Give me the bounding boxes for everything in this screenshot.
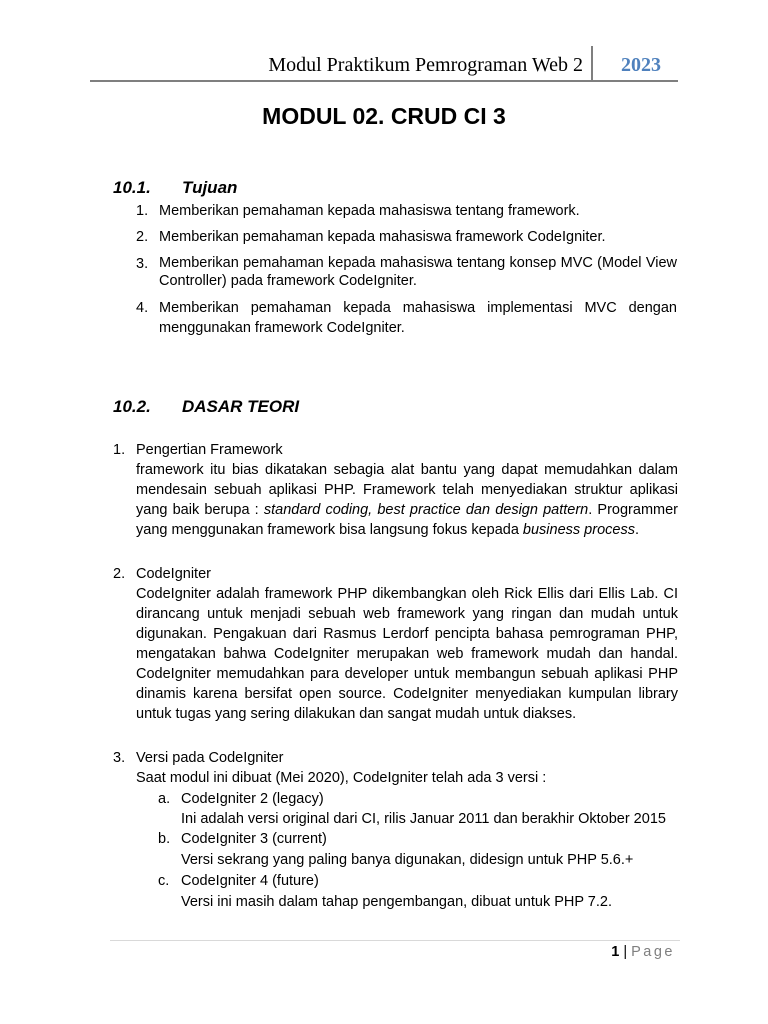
list-item: Memberikan pemahaman kepada mahasiswa framework CodeIgniter.: [159, 229, 606, 245]
version-description: Versi sekrang yang paling banya digunakan, didesign untuk PHP 5.6.+: [181, 852, 634, 868]
list-item: Memberikan pemahaman kepada mahasiswa implementasi MVC dengan menggunakan framework CodeIgniter.: [159, 300, 677, 336]
list-marker: 3.: [136, 256, 149, 272]
page-separator: |: [623, 944, 628, 960]
header-rule: [90, 80, 678, 82]
list-marker: 1.: [113, 442, 126, 458]
running-header-title: Modul Praktikum Pemrograman Web 2: [268, 54, 583, 76]
version-description: Ini adalah versi original dari CI, rilis Januar 2011 dan berakhir Oktober 2015: [181, 811, 666, 827]
version-description: Versi ini masih dalam tahap pengembangan, dibuat untuk PHP 7.2.: [181, 894, 612, 910]
section-number: 10.1.: [113, 178, 151, 197]
list-item: Memberikan pemahaman kepada mahasiswa tentang konsep MVC (Model View Controller) pada framework CodeIgniter.: [159, 255, 677, 289]
page-number: 1: [611, 944, 620, 960]
list-marker: 1.: [136, 203, 149, 219]
version-name: CodeIgniter 2 (legacy): [181, 791, 324, 807]
version-name: CodeIgniter 3 (current): [181, 831, 327, 847]
paragraph: framework itu bias dikatakan sebagia alat bantu yang dapat memudahkan dalam mendesain sebuah aplikasi PHP. Framework telah menyediakan struktur aplikasi yang baik berupa : standard coding, best practice dan design pattern. Programmer yang menggunakan framework bisa langsung fokus kepada business process.: [136, 462, 678, 538]
page-label: Page: [631, 944, 675, 960]
section-title: Tujuan: [182, 178, 238, 197]
list-marker: 2.: [113, 566, 126, 582]
list-marker: 2.: [136, 229, 149, 245]
footer-rule: [110, 940, 680, 941]
running-header-year: 2023: [621, 54, 661, 76]
version-name: CodeIgniter 4 (future): [181, 873, 319, 889]
sublist-marker: a.: [158, 791, 171, 807]
subsection-heading: Versi pada CodeIgniter: [136, 750, 284, 766]
list-marker: 4.: [136, 300, 149, 316]
section-number: 10.2.: [113, 397, 151, 416]
list-item: Memberikan pemahaman kepada mahasiswa tentang framework.: [159, 203, 580, 219]
paragraph: CodeIgniter adalah framework PHP dikembangkan oleh Rick Ellis dari Ellis Lab. CI dirancang untuk menjadi sebuah web framework yang ringan dan mudah untuk digunakan. Pengakuan dari Rasmus Lerdorf pencipta bahasa pemrograman PHP, mengatakan bahwa CodeIgniter merupakan web framework mudah dan handal. CodeIgniter memudahkan para developer untuk membangun sebuah aplikasi PHP dinamis karena bersifat open source. CodeIgniter menyediakan kumpulan library untuk tugas yang sering dilakukan dan sangat mudah untuk diakses.: [136, 586, 678, 722]
subsection-heading: Pengertian Framework: [136, 442, 283, 458]
header-divider: [591, 46, 593, 82]
list-marker: 3.: [113, 750, 126, 766]
page-title: MODUL 02. CRUD CI 3: [262, 103, 506, 129]
sublist-marker: c.: [158, 873, 170, 889]
sublist-marker: b.: [158, 831, 171, 847]
page-footer: [611, 942, 675, 962]
subsection-heading: CodeIgniter: [136, 566, 211, 582]
section-title: DASAR TEORI: [182, 397, 300, 416]
paragraph: Saat modul ini dibuat (Mei 2020), CodeIgniter telah ada 3 versi :: [136, 770, 547, 786]
